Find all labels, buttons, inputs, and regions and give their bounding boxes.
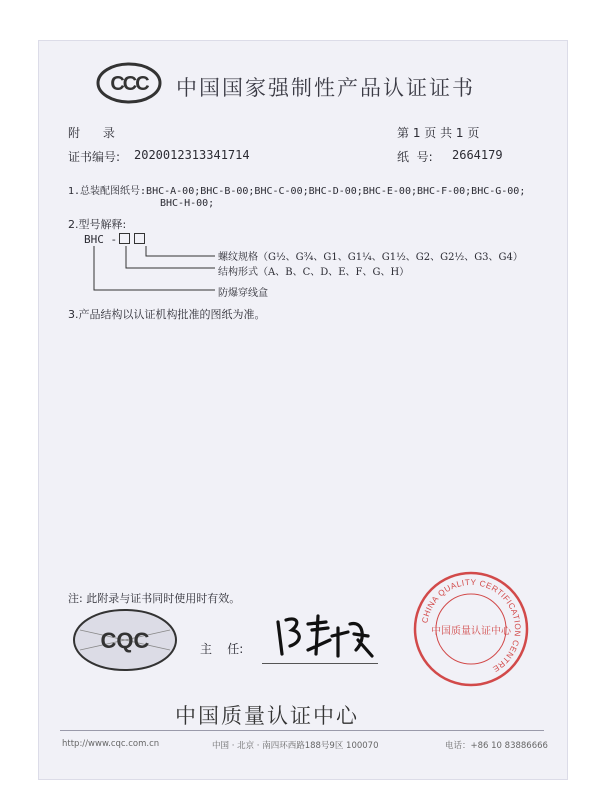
drawing-approval-note: 3.产品结构以认证机构批准的图纸为准。 [68,308,266,321]
ccc-logo [96,62,162,108]
paper-no-value: 2664179 [452,148,503,162]
cqc-logo [70,606,180,678]
footer-phone: 电话：+86 10 83886666 [445,741,548,751]
page-title: 中国国家强制性产品认证证书 [176,76,475,100]
svg-text:CQC: CQC [100,628,150,653]
drawing-numbers-line2: BHC-H-00; [160,198,215,209]
footer-address: 中国 · 北京 · 南四环西路188号9区 100070 [212,741,379,751]
svg-text:CCC: CCC [110,73,148,95]
model-prefix: BHC - [84,233,118,246]
svg-text:中国质量认证中心: 中国质量认证中心 [431,626,511,637]
footer-divider [60,730,544,731]
footer-website: http://www.cqc.com.cn [62,739,160,749]
drawing-numbers-line1: 1.总装配图纸号:BHC-A-00;BHC-B-00;BHC-C-00;BHC-D-00;BHC-E-00;BHC-F-00;BHC-G-00; [68,186,526,197]
svg-text:CHINA QUALITY CERTIFICATION CE: CHINA QUALITY CERTIFICATION CENTRE [420,577,523,674]
page-info: 第 1 页 共 1 页 [397,126,480,140]
signature-line [262,663,378,664]
paper-no-label: 纸 号: [397,150,433,164]
model-leader-lines [80,244,230,296]
model-explanation-label: 2.型号解释: [68,218,127,231]
model-box-structure [119,233,130,244]
director-signature [268,610,378,666]
validity-note: 注: 此附录与证书同时使用时有效。 [68,592,241,605]
official-stamp [412,570,530,692]
model-desc-structure: 结构形式（A、B、C、D、E、F、G、H） [218,267,410,278]
footer-org-name: 中国质量认证中心 [175,704,359,728]
signer-label: 主 任: [200,642,244,656]
model-box-thread [134,233,145,244]
cert-no-value: 2020012313341714 [134,148,250,162]
cert-no-label: 证书编号: [68,150,121,164]
model-desc-thread: 螺纹规格（G½、G¾、G1、G1¼、G1½、G2、G2½、G3、G4） [218,252,523,263]
appendix-label: 附 录 [68,126,115,140]
model-desc-type: 防爆穿线盒 [218,288,268,299]
